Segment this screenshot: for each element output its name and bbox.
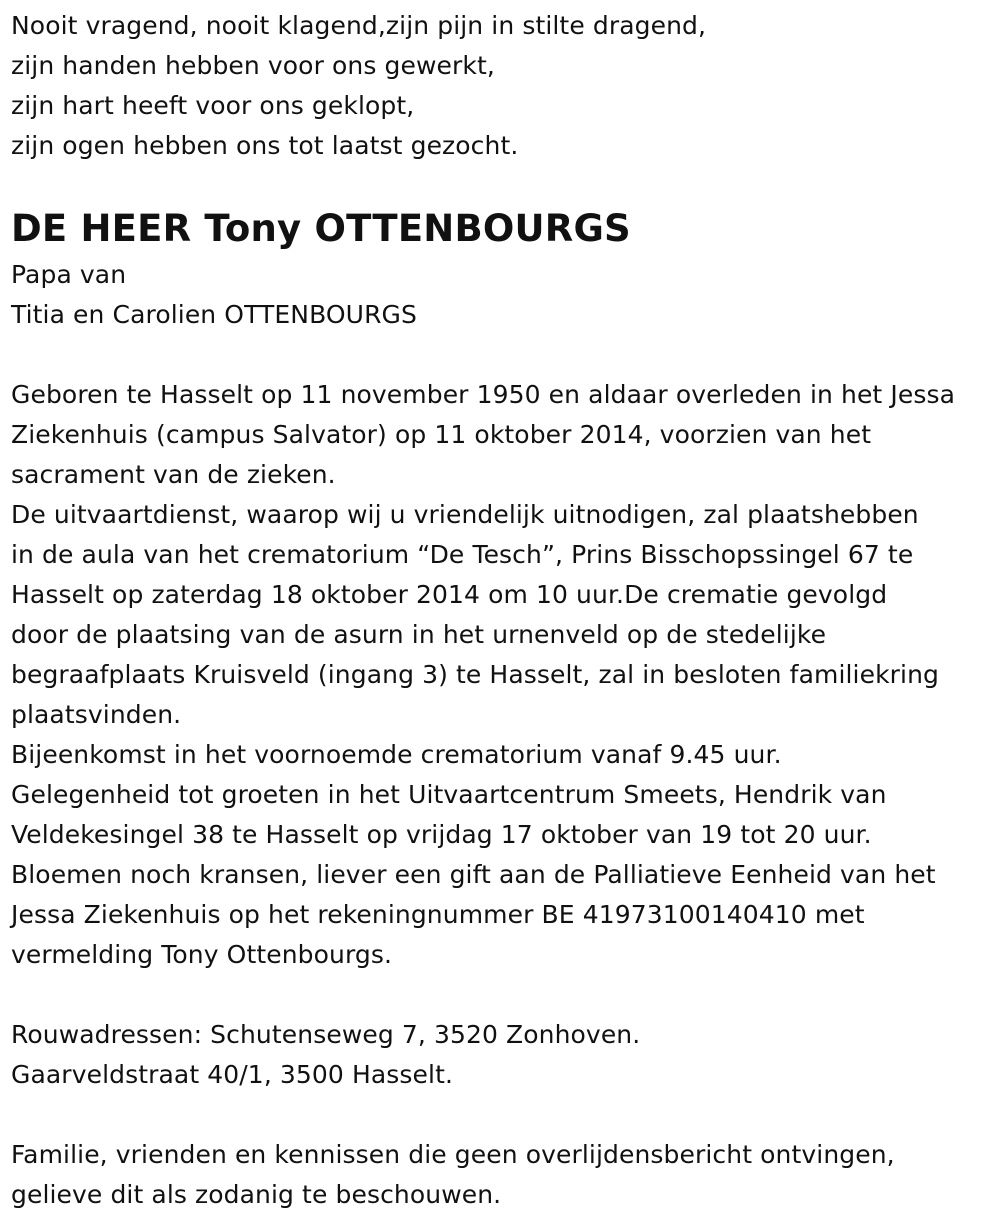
announcement-line: Veldekesingel 38 te Hasselt op vrijdag 17 oktober van 19 tot 20 uur.: [11, 820, 872, 849]
announcement-line: sacrament van de zieken.: [11, 460, 336, 489]
children-names: Titia en Carolien OTTENBOURGS: [11, 300, 417, 329]
obituary-notice: [11, 6, 996, 1215]
announcement-line: in de aula van het crematorium “De Tesch”, Prins Bisschopssingel 67 te: [11, 540, 914, 569]
announcement-body: [11, 375, 996, 975]
announcement-line: Geboren te Hasselt op 11 november 1950 en aldaar overleden in het Jessa: [11, 380, 956, 409]
announcement-line: Ziekenhuis (campus Salvator) op 11 oktober 2014, voorzien van het: [11, 420, 872, 449]
announcement-line: Jessa Ziekenhuis op het rekeningnummer BE 41973100140410 met: [11, 900, 865, 929]
announcement-line: Gelegenheid tot groeten in het Uitvaartcentrum Smeets, Hendrik van: [11, 780, 887, 809]
announcement-line: begraafplaats Kruisveld (ingang 3) te Hasselt, zal in besloten familiekring: [11, 660, 939, 689]
address-line: Rouwadressen: Schutenseweg 7, 3520 Zonhoven.: [11, 1020, 641, 1049]
poem-line: zijn hart heeft voor ons geklopt,: [11, 91, 415, 120]
relation-label: Papa van: [11, 260, 127, 289]
announcement-line: De uitvaartdienst, waarop wij u vriendelijk uitnodigen, zal plaatshebben: [11, 500, 919, 529]
spacer: [11, 975, 996, 1015]
mourning-addresses: [11, 1015, 996, 1095]
closing-line: Familie, vrienden en kennissen die geen overlijdensbericht ontvingen,: [11, 1140, 895, 1169]
announcement-line: Hasselt op zaterdag 18 oktober 2014 om 10 uur.De crematie gevolgd: [11, 580, 888, 609]
poem-line: zijn handen hebben voor ons gewerkt,: [11, 51, 495, 80]
announcement-line: vermelding Tony Ottenbourgs.: [11, 940, 393, 969]
deceased-name-title: DE HEER Tony OTTENBOURGS: [11, 207, 631, 250]
family-relation: [11, 255, 996, 335]
announcement-line: Bloemen noch kransen, liever een gift aan de Palliatieve Eenheid van het: [11, 860, 936, 889]
closing-line: gelieve dit als zodanig te beschouwen.: [11, 1180, 502, 1209]
spacer: [11, 335, 996, 375]
address-line: Gaarveldstraat 40/1, 3500 Hasselt.: [11, 1060, 454, 1089]
spacer: [11, 1095, 996, 1135]
announcement-line: Bijeenkomst in het voornoemde crematorium vanaf 9.45 uur.: [11, 740, 782, 769]
poem-line: Nooit vragend, nooit klagend,zijn pijn in stilte dragend,: [11, 11, 707, 40]
announcement-line: door de plaatsing van de asurn in het urnenveld op de stedelijke: [11, 620, 827, 649]
announcement-line: plaatsvinden.: [11, 700, 182, 729]
closing-note: [11, 1135, 996, 1215]
poem: [11, 6, 996, 166]
poem-line: zijn ogen hebben ons tot laatst gezocht.: [11, 131, 519, 160]
